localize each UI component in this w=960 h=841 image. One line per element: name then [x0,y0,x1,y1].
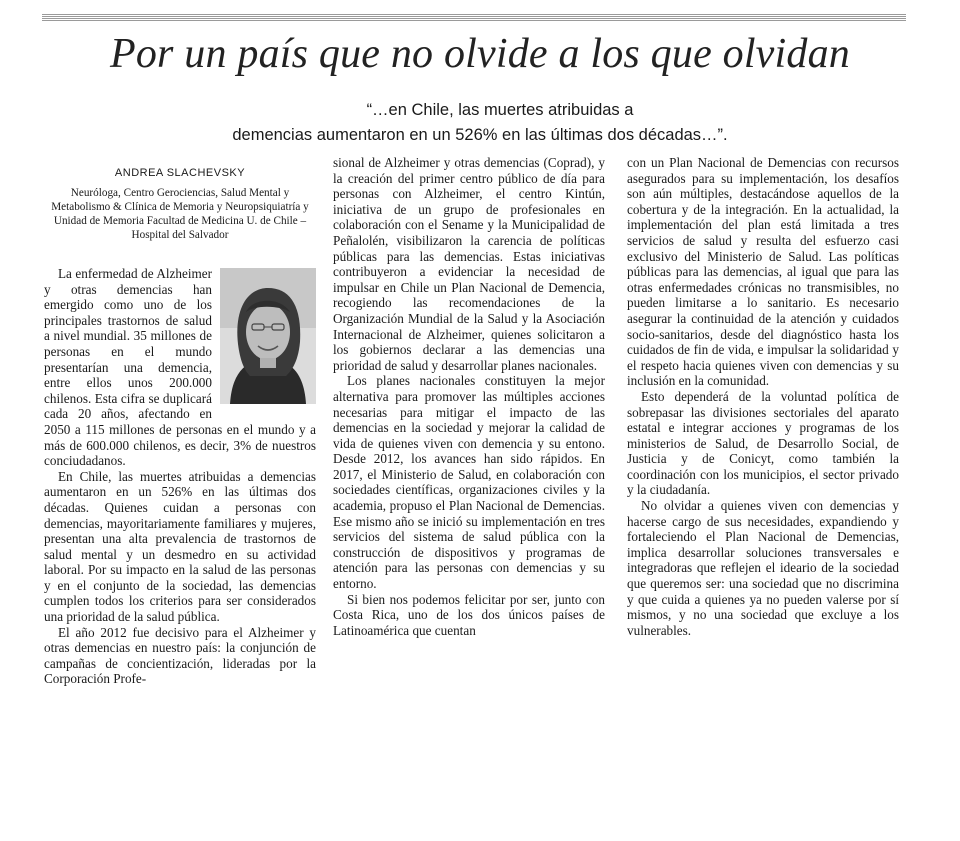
col3-paragraph-3: No olvidar a quienes viven con demencias y hacerse cargo de sus necesidades, expandiendo y fortaleciendo el Plan Nacional de Demencias, implica desarrollar soluciones transversales e integradoras que reflejen el ideario de la sociedad que queremos ser: una sociedad que no discrimina y que cuida a quienes ya no pueden valerse por sí mismos, y no una sociedad que excluye a los vulnerables. [627,498,899,638]
col2-paragraph-2: Los planes nacionales constituyen la mejor alternativa para promover las múltiples acciones necesarias para mitigar el impacto de las demencias en la sociedad y mejorar la calidad de vida de quienes viven con demencia y su entono. Desde 2012, los avances han sido rápidos. En 2017, el Ministerio de Salud, en colaboración con sociedades científicas, organizaciones civiles y la academia, propuso el Plan Nacional de Demencias. Ese mismo año se inició su implementación en tres servicios del sistema de salud pública con la construcción de dispositivos y programas de atención para las personas con demencias y su entorno. [333,373,605,592]
pull-quote-line-2: demencias aumentaron en un 526% en las últimas dos décadas…”. [232,126,728,144]
column-1 [44,266,316,687]
column-2 [333,155,605,638]
author-portrait-icon [220,268,316,404]
col2-paragraph-3: Si bien nos podemos felicitar por ser, junto con Costa Rica, uno de los dos únicos países de Latinoamérica que cuentan [333,591,605,638]
author-photo [220,268,316,404]
article-headline: Por un país que no olvide a los que olvidan [109,31,850,77]
author-affiliation: Neuróloga, Centro Gerociencias, Salud Mental y Metabolismo & Clínica de Memoria y Neuropsiquiatría y Unidad de Memoria Facultad de Medicina U. de Chile – Hospital del Salvador [51,187,309,241]
byline [44,166,316,242]
col3-paragraph-2: Esto dependerá de la voluntad política de sobrepasar las divisiones sectoriales del aparato estatal e integrar acciones y programas de los ministerios de Salud, de Desarrollo Social, de Justicia y de Conicyt, como también la coordinación con los municipios, el sector privado y la ciudadanía. [627,388,899,498]
column-3 [627,155,899,638]
col1-paragraph-2: En Chile, las muertes atribuidas a demencias aumentaron en un 526% en las últimas dos décadas. Quienes cuidan a personas con demencias, mayoritariamente familiares y mujeres, presentan una alta prevalencia de trastornos de salud mental y un desmedro en su actividad laboral. Por su impacto en la salud de las personas y en el conjunto de la sociedad, las demencias cumplen todos los criterios para ser considerados una prioridad de la salud pública. [44,468,316,625]
col1-paragraph-1: La enfermedad de Alzheimer y otras demencias han emergido como uno de los principales trastornos de salud a nivel mundial. 35 millones de personas en el mundo presentarían una demencia, entre ellos unos 200.000 chilenos. Esta cifra se duplicará cada 20 años, afectando en 2050 a 115 millones de personas en el mundo y a más de 600.000 chilenos, es decir, 3% de nuestros conciudadanos. [44,266,316,469]
pull-quote [150,98,810,148]
author-name: ANDREA SLACHEVSKY [114,167,246,179]
col2-paragraph-1: sional de Alzheimer y otras demencias (Coprad), y la creación del primer centro público de día para personas con Alzheimer, el centro Kintún, iniciativa de un grupo de profesionales en colaboración con el Sename y la Municipalidad de Peñalolén, visibilizaron la carencia de políticas públicas para las demencias. Estas iniciativas contribuyeron a evidenciar la necesidad de impulsar en Chile un Plan Nacional de Demencia, recogiendo las recomendaciones de la Organización Mundial de la Salud y la Asociación Internacional de Alzheimer, quienes solicitaron a los gobiernos declarar a las demencias una prioridad de salud y desarrollar planes nacionales. [333,155,605,373]
col1-paragraph-3: El año 2012 fue decisivo para el Alzheimer y otras demencias en nuestro país: la conjunción de campañas de concientización, lideradas por la Corporación Profe- [44,624,316,687]
col3-paragraph-1: con un Plan Nacional de Demencias con recursos asegurados para su implementación, los desafíos son aún múltiples, destacándose aquellos de la cobertura y de la integración. En la actualidad, la implementación del plan está limitada a tres servicios de salud y resulta del esfuerzo casi exclusivo del Ministerio de Salud. Las políticas públicas para las demencias, al igual que para las otras enfermedades crónicas no transmisibles, no pueden limitarse a lo sanitario. Es necesario asegurar la continuidad de la atención y cuidados socio-sanitarios, desde del diagnóstico hasta los cuidados de fin de vida, e impulsar la solidaridad y el respeto hacia quienes viven con demencias y su inclusión en la comunidad. [627,155,899,389]
pull-quote-line-1: “…en Chile, las muertes atribuidas a [366,101,634,119]
top-rule [42,14,906,21]
